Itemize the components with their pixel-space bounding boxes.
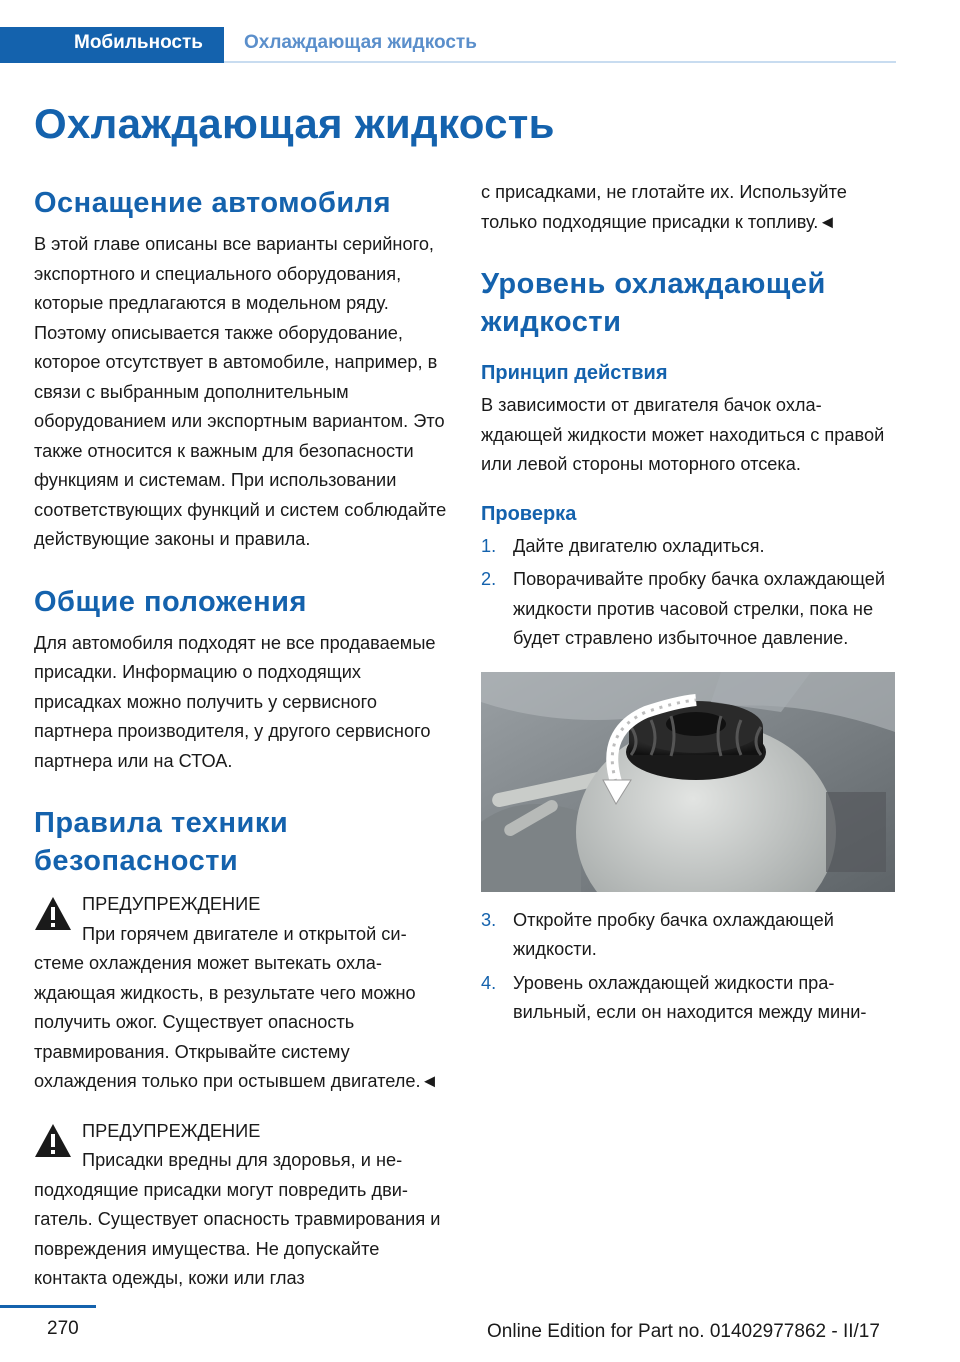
page-title: Охлаждающая жидкость xyxy=(34,100,555,147)
equipment-text: В этой главе описаны все варианты серийного, экспортного и специального оборудования, которые предлагаются в модельном ряду. Поэтому описывается также оборудование, которое отсутствует в автомобиле, например, в связи с выбранным дополнительным оборудованием или экспортным вариантом. Это также относится к важным для безопасности функциям и системам. При использовании соответствующих функций и систем соблюдайте действующие законы и правила. xyxy=(34,234,447,549)
general-text: Для автомобиля подходят не все продаваемые присадки. Информацию о подходящих присадках можно получить у сервисного партнера производителя, у другого сервисного партнера или на СТОА. xyxy=(34,632,436,771)
right-column xyxy=(481,178,895,1032)
list-item: 1. Дайте двигателю охладиться. xyxy=(481,535,765,556)
header-divider xyxy=(224,61,896,63)
level-heading: Уровень охлаждающей жидкости xyxy=(481,268,826,338)
footer-rule xyxy=(0,1305,96,1308)
warning-triangle-icon xyxy=(34,896,72,932)
check-steps-list-continued xyxy=(481,906,895,1028)
warning-block-hot-engine xyxy=(34,890,448,1097)
warning-triangle-icon xyxy=(34,1123,72,1159)
continuation-text: с присадками, не глотайте их. Используйте только подходящие присадки к топливу.◄ xyxy=(481,182,847,232)
list-item: 4. Уровень охлаждающей жидкости правильный, если он находится между мини- xyxy=(481,972,867,1022)
page-number: 270 xyxy=(47,1318,79,1339)
safety-heading: Правила техники безопасности xyxy=(34,807,289,877)
check-steps-list xyxy=(481,532,895,654)
list-item: 3. Откройте пробку бачка охлаждающей жидкости. xyxy=(481,909,834,959)
warning-title: ПРЕДУПРЕЖДЕНИЕ xyxy=(82,1120,261,1141)
warning-block-additives xyxy=(34,1117,448,1294)
warning-title: ПРЕДУПРЕЖДЕНИЕ xyxy=(82,894,261,914)
principle-text: В зависимости от двигателя бачок охлаждающей жидкости может находиться с правой или левой стороны моторного отсека. xyxy=(481,395,885,474)
left-column xyxy=(34,184,448,1294)
header-tab-coolant[interactable]: Охлаждающая жидкость xyxy=(244,32,477,53)
check-heading: Проверка xyxy=(481,502,577,525)
equipment-heading: Оснащение автомобиля xyxy=(34,187,392,219)
warning-text: При горячем двигателе и открытой системе охлаждения может вытекать охлаждающая жидкость, в результате чего можно получить ожог. Существует опасность травмирования. Открывайте систему охлаждения только при остывшем двигателе.◄ xyxy=(34,923,439,1091)
edition-note: Online Edition for Part no. 01402977862 - II/17 xyxy=(487,1321,880,1342)
warning-text: Присадки вредны для здоровья, и неподходящие присадки могут повредить двигатель. Существует опасность травмирования и повреждения имущества. Не допускайте контакта одежды, кожи или глаз xyxy=(34,1150,441,1288)
list-item: 2. Поворачивайте пробку бачка охлаждающей жидкости против часовой стрелки, пока не будет стравлено избыточное давление. xyxy=(481,569,886,648)
principle-heading: Принцип действия xyxy=(481,362,668,384)
header-tab-mobility[interactable]: Мобильность xyxy=(74,32,203,53)
coolant-cap-photo xyxy=(481,672,895,892)
general-heading: Общие положения xyxy=(34,585,307,618)
